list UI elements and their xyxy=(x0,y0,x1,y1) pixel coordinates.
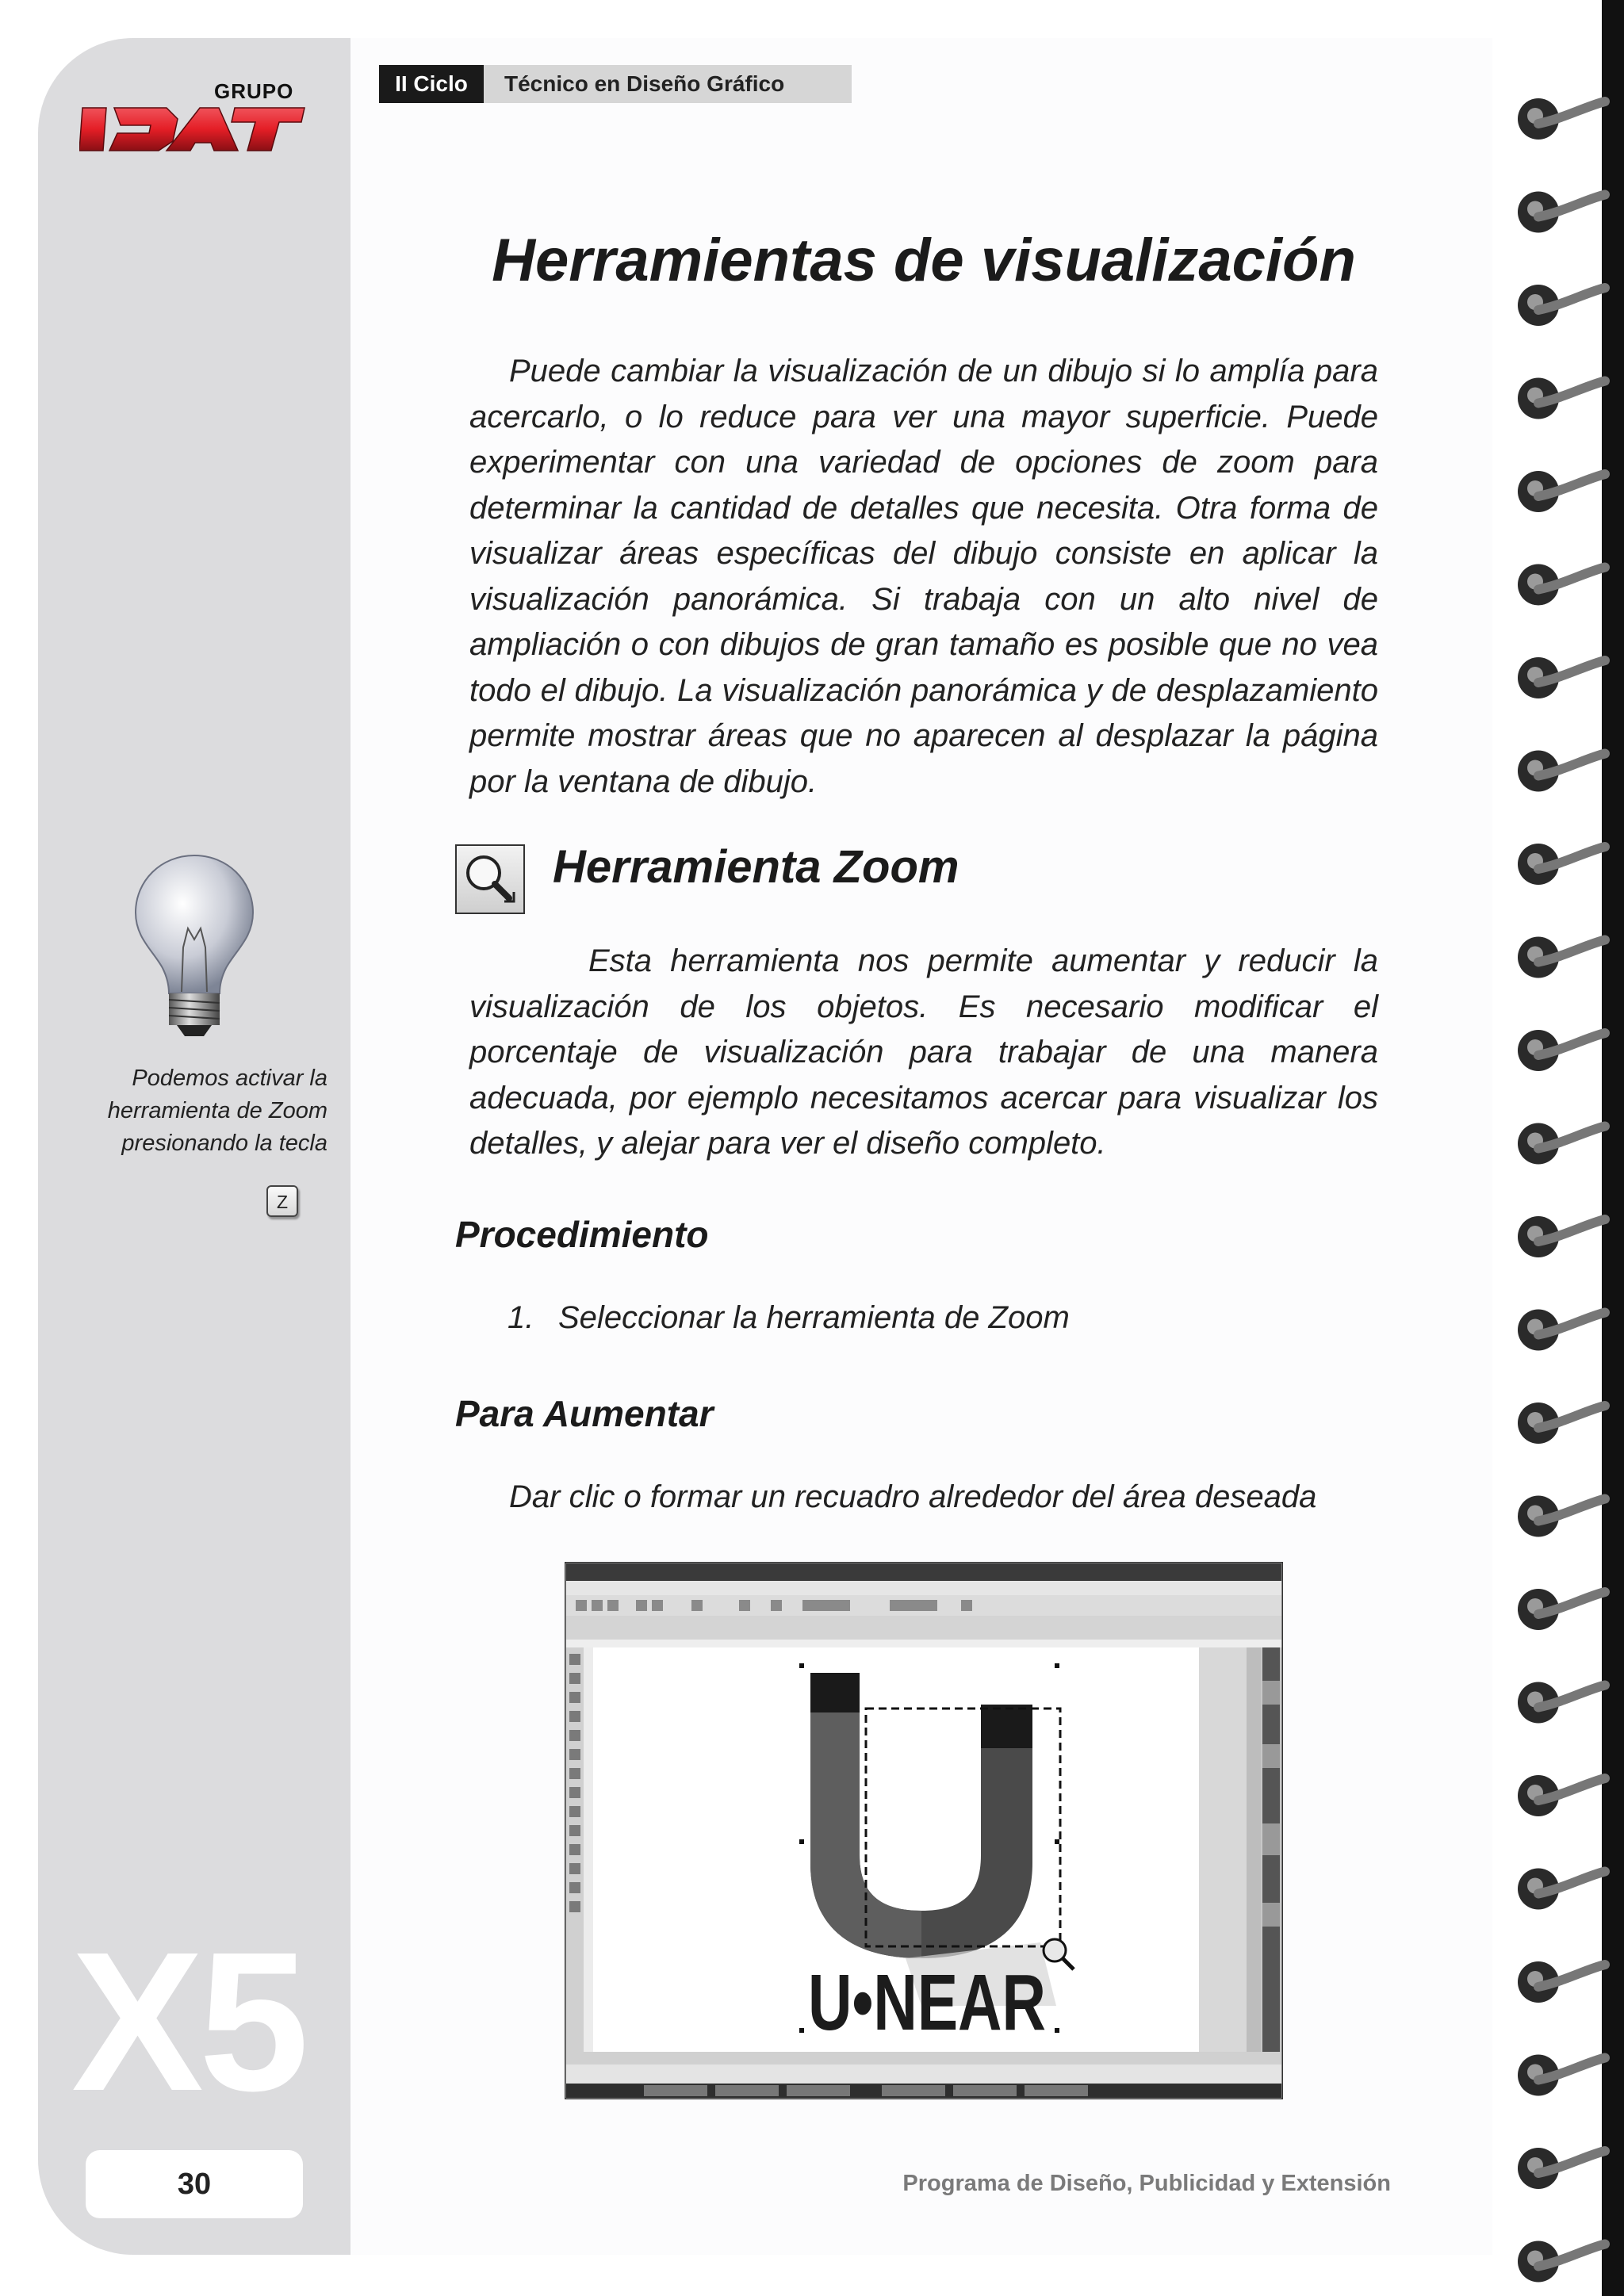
binding-ring xyxy=(1518,1030,1605,1071)
magnifier-icon xyxy=(457,846,523,913)
idat-logo xyxy=(79,101,309,157)
binding-ring xyxy=(1518,1123,1605,1165)
binding-ring xyxy=(1518,471,1605,512)
binding-ring xyxy=(1518,844,1605,885)
binding-ring xyxy=(1518,285,1605,326)
version-label: X5 xyxy=(71,1911,304,2132)
increase-heading: Para Aumentar xyxy=(455,1393,714,1434)
keyboard-key-z: Z xyxy=(266,1185,298,1217)
spiral-binding xyxy=(1507,0,1624,2296)
coreldraw-screenshot xyxy=(565,1562,1283,2099)
binding-ring xyxy=(1518,98,1605,140)
binding-ring xyxy=(1518,1402,1605,1444)
sidebar-tip-line: herramienta de Zoom xyxy=(107,1098,327,1123)
binding-ring xyxy=(1518,2148,1605,2189)
page-title: Herramientas de visualización xyxy=(492,227,1356,294)
page-number: 30 xyxy=(86,2150,303,2218)
list-item-text: Seleccionar la herramienta de Zoom xyxy=(558,1300,1070,1335)
binding-ring xyxy=(1518,1216,1605,1257)
binding-ring xyxy=(1518,564,1605,606)
list-item xyxy=(508,1300,1070,1336)
binding-ring xyxy=(1518,2055,1605,2096)
binding-ring xyxy=(1518,192,1605,233)
binding-ring xyxy=(1518,751,1605,792)
binding-ring xyxy=(1518,1682,1605,1724)
intro-paragraph: Puede cambiar la visualización de un dibujo si lo amplía para acercarlo, o lo reduce para ver una mayor superficie. Puede experimentar con una variedad de opciones de zoom para determinar la cantidad de detalles que necesita. Otra forma de visualizar áreas específicas del dibujo consiste en aplicar la visualización panorámica. Si trabaja con un alto nivel de ampliación o con dibujos de gran tamaño es posible que no vea todo el dibujo. La visualización panorámica y de desplazamiento permite mostrar áreas que no aparecen al desplazar la página por la ventana de dibujo. xyxy=(469,354,1378,799)
binding-ring xyxy=(1518,1496,1605,1537)
sidebar-tip-line: Podemos activar la xyxy=(132,1066,327,1091)
procedure-heading: Procedimiento xyxy=(455,1214,709,1255)
sidebar-tip xyxy=(63,1062,327,1160)
sidebar-tip-line: presionando la tecla xyxy=(121,1131,327,1156)
zoom-heading: Herramienta Zoom xyxy=(553,841,959,893)
binding-ring xyxy=(1518,378,1605,419)
binding-ring xyxy=(1518,1589,1605,1630)
procedure-list xyxy=(508,1300,1070,1336)
binding-ring xyxy=(1518,1775,1605,1816)
footer-text: Programa de Diseño, Publicidad y Extensión xyxy=(902,2171,1391,2196)
zoom-tool-icon xyxy=(455,844,525,914)
zoom-paragraph: Esta herramienta nos permite aumentar y reducir la visualización de los objetos. Es necesario modificar el porcentaje de visualización para trabajar de una manera adecuada, por ejemplo necesitamos acercar para visualizar los detalles, y alejar para ver el diseño completo. xyxy=(469,943,1378,1161)
logo-grupo-text: GRUPO xyxy=(214,79,294,103)
lightbulb-icon xyxy=(131,852,258,1039)
binding-ring xyxy=(1518,937,1605,978)
binding-ring xyxy=(1518,1869,1605,1910)
increase-paragraph: Dar clic o formar un recuadro alrededor del área deseada xyxy=(509,1479,1317,1514)
list-item-number: 1. xyxy=(508,1300,534,1335)
screenshot-logo-text: U•NEAR xyxy=(808,1958,1046,2047)
header-program: Técnico en Diseño Gráfico xyxy=(484,65,852,103)
binding-ring xyxy=(1518,1961,1605,2003)
binding-ring xyxy=(1518,2241,1605,2283)
binding-ring xyxy=(1518,1310,1605,1351)
header-cycle: II Ciclo xyxy=(379,65,484,103)
binding-ring xyxy=(1518,657,1605,698)
